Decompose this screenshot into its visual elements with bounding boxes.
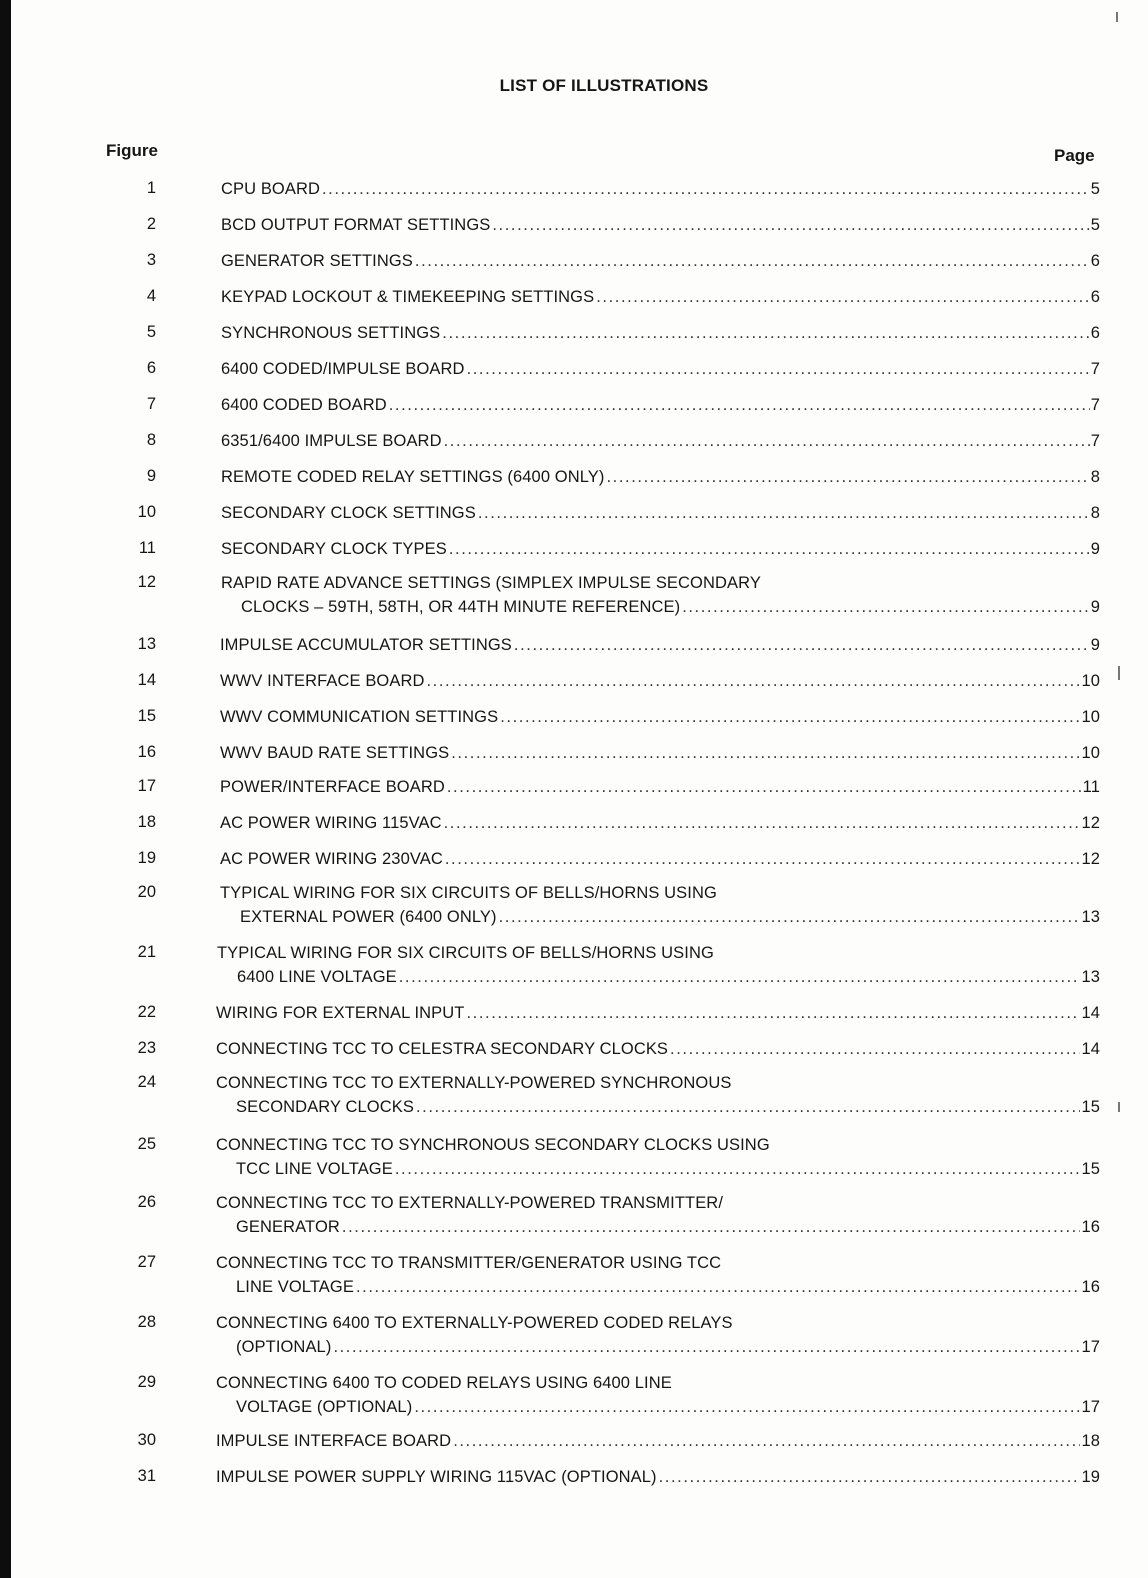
figure-title-row [221,465,1100,489]
figure-title: IMPULSE ACCUMULATOR SETTINGS [220,636,512,654]
figure-entry [220,775,1100,799]
page-number: 14 [1081,1040,1100,1058]
figure-title-continuation: LINE VOLTAGE [236,1278,354,1296]
figure-number: 29 [137,1373,156,1391]
page-number: 12 [1081,850,1100,868]
figure-number: 28 [137,1313,156,1331]
figure-title: CONNECTING TCC TO EXTERNALLY-POWERED TRANSMITTER/ [216,1194,723,1212]
figure-entry [216,1311,1100,1359]
figure-entry [221,321,1100,345]
figure-title-row [221,501,1100,525]
figure-title-row [216,1335,1100,1359]
figure-title: IMPULSE POWER SUPPLY WIRING 115VAC (OPTIONAL) [216,1468,657,1486]
dot-leader [670,1037,1080,1061]
figure-title-row [216,1465,1100,1489]
figure-title-row [221,249,1100,273]
figure-number: 4 [146,287,156,305]
figure-title-continuation: GENERATOR [236,1218,340,1236]
figure-title: KEYPAD LOCKOUT & TIMEKEEPING SETTINGS [221,288,595,306]
page-number: 14 [1081,1004,1100,1022]
page-number: 6 [1090,252,1100,270]
figure-number: 16 [137,743,156,761]
figure-title: REMOTE CODED RELAY SETTINGS (6400 ONLY) [221,468,605,486]
page-number: 10 [1081,744,1100,762]
figure-entry [216,1429,1100,1453]
figure-title-row [216,1275,1100,1299]
dot-leader [445,847,1081,871]
dot-leader [442,321,1089,345]
figure-entry [216,1001,1100,1025]
figure-title-continuation: TCC LINE VOLTAGE [236,1160,393,1178]
figure-title-row [220,811,1100,835]
figure-title-continuation: CLOCKS – 59TH, 58TH, OR 44TH MINUTE REFERENCE) [241,598,681,616]
figure-number: 30 [137,1431,156,1449]
dot-leader [449,537,1090,561]
figure-title-continuation: EXTERNAL POWER (6400 ONLY) [240,908,497,926]
figure-number: 1 [146,179,156,197]
dot-leader [399,965,1081,989]
page-number: 15 [1081,1160,1100,1178]
dot-leader [607,465,1090,489]
page-number: 17 [1081,1398,1100,1416]
figure-entry [220,847,1100,871]
figure-entry [216,1251,1100,1299]
figure-title-row [221,285,1100,309]
dot-leader [333,1335,1080,1359]
figure-entry [221,571,1100,619]
dot-leader [444,811,1081,835]
page-number: 17 [1081,1338,1100,1356]
dot-leader [451,741,1080,765]
dot-leader [416,1095,1080,1119]
figure-title: TYPICAL WIRING FOR SIX CIRCUITS OF BELLS/HORNS USING [217,944,714,962]
page-number: 16 [1081,1278,1100,1296]
figure-title: CONNECTING TCC TO SYNCHRONOUS SECONDARY CLOCKS USING [216,1136,770,1154]
page-number: 19 [1081,1468,1100,1486]
figure-title-continuation: (OPTIONAL) [236,1338,332,1356]
figure-entry [216,1191,1100,1239]
figure-entry [221,501,1100,525]
figure-title: CPU BOARD [221,180,320,198]
figure-number: 24 [137,1073,156,1091]
figure-title-row [216,1157,1100,1181]
figure-entry [221,213,1100,237]
figure-title-row [216,1429,1100,1453]
figure-entry [220,633,1100,657]
figure-title: GENERATOR SETTINGS [221,252,413,270]
page-title: LIST OF ILLUSTRATIONS [499,76,709,95]
figure-entry [220,669,1100,693]
figure-number: 26 [137,1193,156,1211]
figure-title-row [216,1095,1100,1119]
dot-leader [415,249,1090,273]
figure-title-row [221,321,1100,345]
figure-title-continuation: VOLTAGE (OPTIONAL) [236,1398,413,1416]
figure-entry [221,177,1100,201]
page-column-header: Page [1054,146,1095,165]
figure-title-continuation: 6400 LINE VOLTAGE [237,968,397,986]
dot-leader [596,285,1090,309]
page-number: 11 [1082,778,1100,796]
figure-entry [220,881,1100,929]
figure-entry [220,705,1100,729]
figure-title: SYNCHRONOUS SETTINGS [221,324,441,342]
dot-leader [659,1465,1081,1489]
figure-entry [221,285,1100,309]
figure-number: 22 [137,1003,156,1021]
page-number: 15 [1081,1098,1100,1116]
page-number: 10 [1081,708,1100,726]
figure-title-row [216,1395,1100,1419]
figure-number: 11 [138,539,156,557]
figure-number: 23 [137,1039,156,1057]
figure-title-row [220,705,1100,729]
figure-title-row [221,213,1100,237]
figure-number: 10 [137,503,156,521]
figure-title-row [221,429,1100,453]
figure-number: 18 [137,813,156,831]
figure-title: BCD OUTPUT FORMAT SETTINGS [221,216,491,234]
figure-title: POWER/INTERFACE BOARD [220,778,445,796]
page-number: 9 [1090,598,1100,616]
figure-title: WWV INTERFACE BOARD [220,672,425,690]
figure-number: 7 [146,395,156,413]
figure-title: AC POWER WIRING 115VAC [220,814,442,832]
figure-number: 6 [146,359,156,377]
figure-entry [221,249,1100,273]
dot-leader [395,1157,1081,1181]
figure-entry [216,1071,1100,1119]
figure-title: 6400 CODED/IMPULSE BOARD [221,360,465,378]
figure-title: AC POWER WIRING 230VAC [220,850,443,868]
page-number: 9 [1090,636,1100,654]
page-number: 10 [1081,672,1100,690]
figure-title-row [221,393,1100,417]
page-number: 5 [1090,216,1100,234]
figure-number: 3 [146,251,156,269]
page-number: 16 [1081,1218,1100,1236]
figure-entry [216,1037,1100,1061]
figure-number: 19 [137,849,156,867]
figure-title-row [216,1001,1100,1025]
figure-entry [216,1371,1100,1419]
page-number: 6 [1090,288,1100,306]
dot-leader [478,501,1090,525]
dot-leader [500,705,1080,729]
figure-title-row [216,1215,1100,1239]
figure-number: 20 [137,883,156,901]
dot-leader [414,1395,1080,1419]
figure-title-row [221,595,1100,619]
figure-number: 27 [137,1253,156,1271]
dot-leader [342,1215,1081,1239]
dot-leader [514,633,1090,657]
dot-leader [427,669,1081,693]
figure-title-row [217,965,1100,989]
figure-number: 13 [137,635,156,653]
figure-entry [221,393,1100,417]
page-number: 8 [1090,468,1100,486]
figure-title: IMPULSE INTERFACE BOARD [216,1432,452,1450]
dot-leader [492,213,1089,237]
dot-leader [322,177,1090,201]
figure-number: 8 [146,431,156,449]
dot-leader [356,1275,1080,1299]
figure-number: 9 [146,467,156,485]
figure-entry [220,741,1100,765]
figure-number: 12 [137,573,156,591]
figure-entry [221,465,1100,489]
figure-title-row [220,633,1100,657]
figure-number: 2 [146,215,156,233]
figure-title: 6400 CODED BOARD [221,396,387,414]
dot-leader [467,1001,1081,1025]
dot-leader [682,595,1090,619]
figure-title: WIRING FOR EXTERNAL INPUT [216,1004,465,1022]
page-number: 12 [1081,814,1100,832]
figure-entry [221,429,1100,453]
figure-title-row [220,669,1100,693]
figure-number: 21 [137,943,156,961]
figure-title-row [220,775,1100,799]
figure-title: CONNECTING TCC TO EXTERNALLY-POWERED SYNCHRONOUS [216,1074,732,1092]
figure-column-header: Figure [106,141,158,160]
dot-leader [444,429,1090,453]
figure-entry [216,1465,1100,1489]
figure-entry [221,357,1100,381]
figure-title-row [220,847,1100,871]
figure-entry [220,811,1100,835]
figure-number: 14 [137,671,156,689]
page-number: 7 [1090,360,1100,378]
figure-number: 31 [137,1467,156,1485]
figure-title: RAPID RATE ADVANCE SETTINGS (SIMPLEX IMPULSE SECONDARY [221,574,761,592]
figure-number: 25 [137,1135,156,1153]
figure-title-row [221,537,1100,561]
figure-number: 15 [137,707,156,725]
figure-title-row [220,741,1100,765]
figure-title: SECONDARY CLOCK SETTINGS [221,504,476,522]
figure-title-row [221,177,1100,201]
figure-title: SECONDARY CLOCK TYPES [221,540,447,558]
figure-entry [216,1133,1100,1181]
figure-entry [221,537,1100,561]
figure-title: CONNECTING 6400 TO EXTERNALLY-POWERED CODED RELAYS [216,1314,733,1332]
figure-number: 5 [146,323,156,341]
figure-title: 6351/6400 IMPULSE BOARD [221,432,442,450]
page-number: 18 [1081,1432,1100,1450]
dot-leader [467,357,1090,381]
page-number: 6 [1090,324,1100,342]
figure-title-row [216,1037,1100,1061]
page-number: 13 [1081,908,1100,926]
dot-leader [499,905,1081,929]
dot-leader [389,393,1090,417]
figure-title-row [221,357,1100,381]
page-number: 5 [1090,180,1100,198]
dot-leader [447,775,1082,799]
figure-title: CONNECTING 6400 TO CODED RELAYS USING 6400 LINE [216,1374,672,1392]
figure-number: 17 [137,777,156,795]
figure-title: TYPICAL WIRING FOR SIX CIRCUITS OF BELLS/HORNS USING [220,884,717,902]
dot-leader [453,1429,1080,1453]
figure-title: WWV COMMUNICATION SETTINGS [220,708,499,726]
figure-title: WWV BAUD RATE SETTINGS [220,744,450,762]
figure-title-row [220,905,1100,929]
page-number: 9 [1090,540,1100,558]
page-number: 13 [1081,968,1100,986]
page-number: 7 [1090,432,1100,450]
page-number: 7 [1090,396,1100,414]
figure-title: CONNECTING TCC TO TRANSMITTER/GENERATOR USING TCC [216,1254,722,1272]
figure-entry [217,941,1100,989]
page-number: 8 [1090,504,1100,522]
figure-title-continuation: SECONDARY CLOCKS [236,1098,414,1116]
figure-title: CONNECTING TCC TO CELESTRA SECONDARY CLOCKS [216,1040,669,1058]
